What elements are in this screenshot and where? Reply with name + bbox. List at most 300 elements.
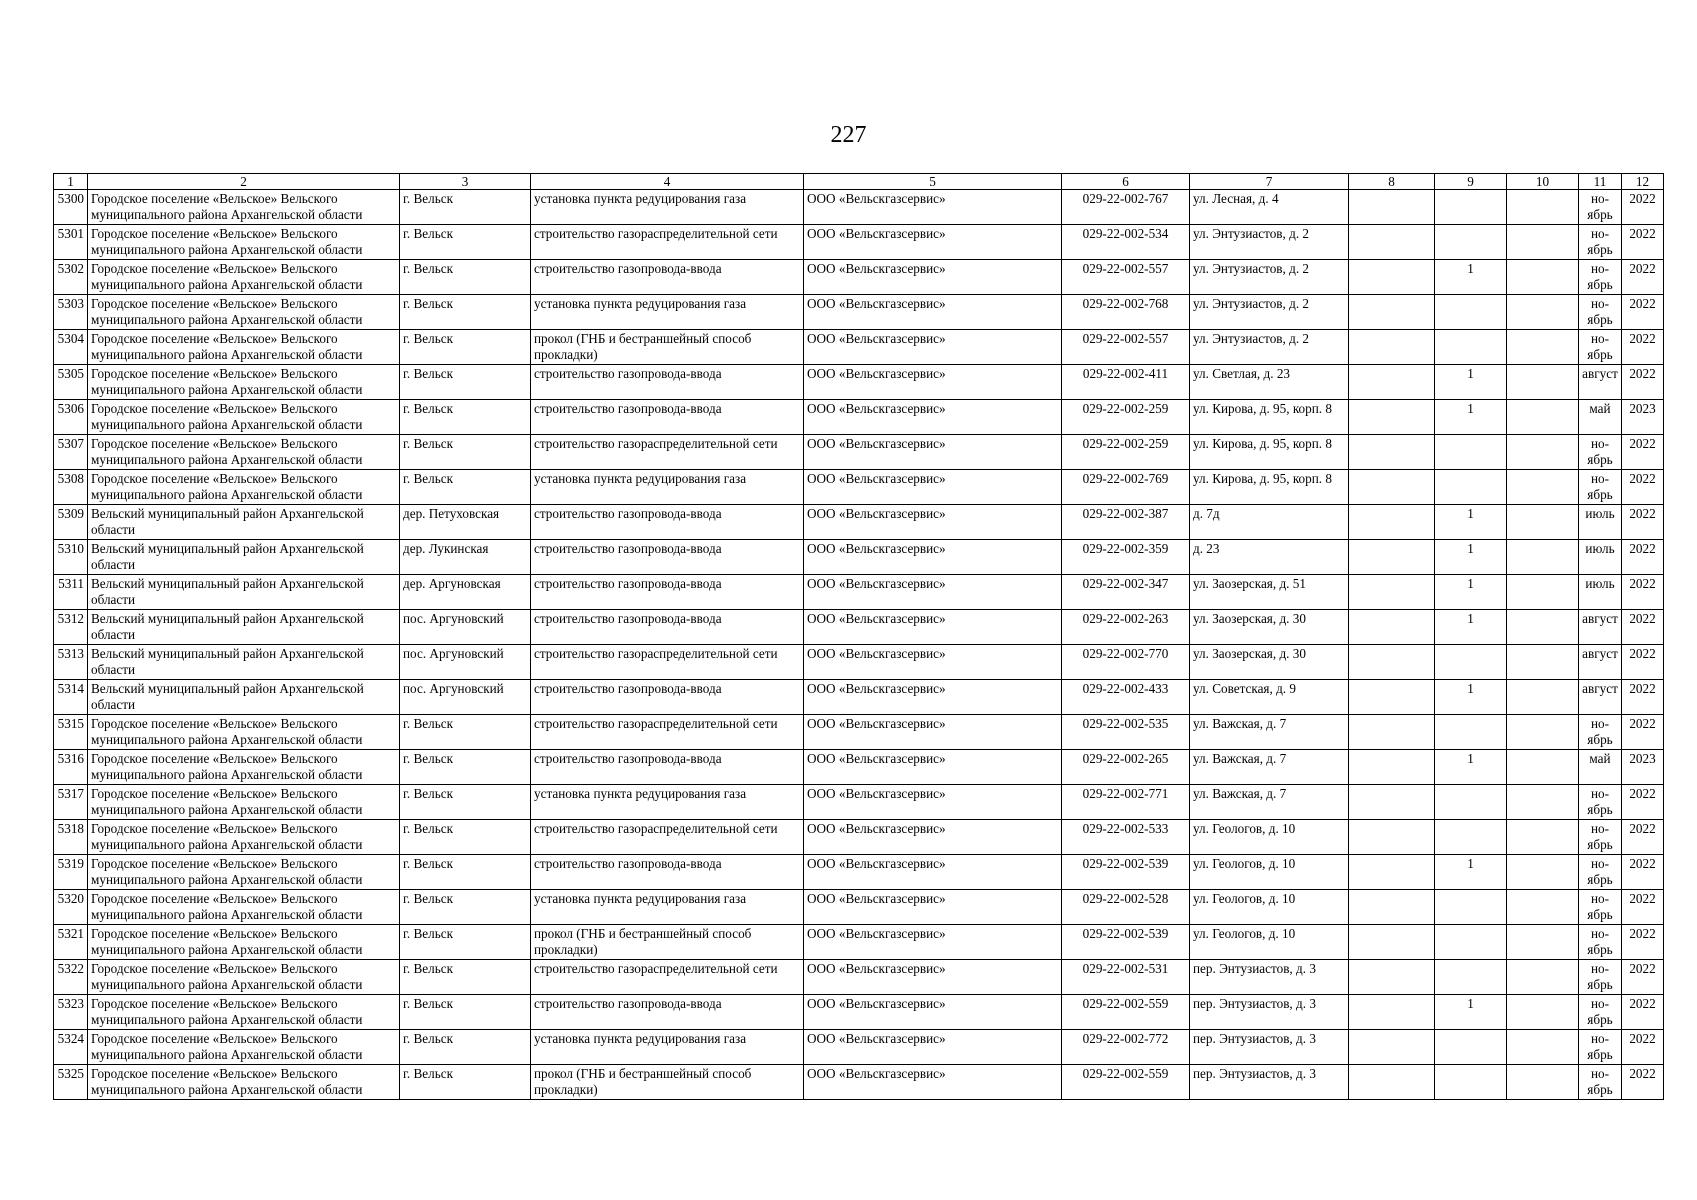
row-number-cell: 5312 [54, 610, 88, 645]
organization-cell: ООО «Вельскгазсервис» [804, 330, 1062, 365]
header-cell: 1 [54, 174, 88, 190]
month-cell: август [1579, 365, 1622, 400]
table-row [54, 190, 1664, 225]
settlement-cell: пос. Аргуновский [400, 680, 531, 715]
column-8-cell [1349, 785, 1435, 820]
header-row [54, 174, 1664, 190]
row-number-cell: 5305 [54, 365, 88, 400]
quantity-cell [1435, 715, 1507, 750]
year-cell: 2022 [1622, 260, 1664, 295]
column-8-cell [1349, 995, 1435, 1030]
address-cell: ул. Заозерская, д. 30 [1190, 610, 1349, 645]
object-code-cell: 029-22-002-531 [1062, 960, 1190, 995]
year-cell: 2022 [1622, 330, 1664, 365]
quantity-cell [1435, 785, 1507, 820]
work-type-cell: установка пункта редуцирования газа [531, 890, 804, 925]
object-code-cell: 029-22-002-533 [1062, 820, 1190, 855]
settlement-cell: г. Вельск [400, 225, 531, 260]
quantity-cell [1435, 890, 1507, 925]
year-cell: 2022 [1622, 470, 1664, 505]
year-cell: 2022 [1622, 960, 1664, 995]
column-10-cell [1507, 925, 1579, 960]
settlement-cell: г. Вельск [400, 295, 531, 330]
year-cell: 2022 [1622, 1030, 1664, 1065]
column-10-cell [1507, 190, 1579, 225]
municipality-cell: Городское поселение «Вельское» Вельского муниципального района Архангельской области [88, 750, 400, 785]
year-cell: 2022 [1622, 820, 1664, 855]
organization-cell: ООО «Вельскгазсервис» [804, 540, 1062, 575]
column-8-cell [1349, 400, 1435, 435]
settlement-cell: дер. Аргуновская [400, 575, 531, 610]
month-cell: но-ябрь [1579, 925, 1622, 960]
table-row [54, 610, 1664, 645]
row-number-cell: 5323 [54, 995, 88, 1030]
column-10-cell [1507, 330, 1579, 365]
object-code-cell: 029-22-002-768 [1062, 295, 1190, 330]
work-type-cell: установка пункта редуцирования газа [531, 190, 804, 225]
organization-cell: ООО «Вельскгазсервис» [804, 680, 1062, 715]
object-code-cell: 029-22-002-259 [1062, 400, 1190, 435]
column-8-cell [1349, 610, 1435, 645]
municipality-cell: Городское поселение «Вельское» Вельского муниципального района Архангельской области [88, 715, 400, 750]
quantity-cell [1435, 225, 1507, 260]
organization-cell: ООО «Вельскгазсервис» [804, 890, 1062, 925]
column-8-cell [1349, 960, 1435, 995]
work-type-cell: строительство газораспределительной сети [531, 225, 804, 260]
work-type-cell: установка пункта редуцирования газа [531, 1030, 804, 1065]
address-cell: ул. Энтузиастов, д. 2 [1190, 225, 1349, 260]
address-cell: ул. Геологов, д. 10 [1190, 855, 1349, 890]
address-cell: ул. Энтузиастов, д. 2 [1190, 295, 1349, 330]
header-cell: 10 [1507, 174, 1579, 190]
municipality-cell: Городское поселение «Вельское» Вельского муниципального района Архангельской области [88, 820, 400, 855]
table-row [54, 295, 1664, 330]
year-cell: 2023 [1622, 750, 1664, 785]
quantity-cell: 1 [1435, 610, 1507, 645]
column-10-cell [1507, 785, 1579, 820]
year-cell: 2022 [1622, 925, 1664, 960]
object-code-cell: 029-22-002-259 [1062, 435, 1190, 470]
column-10-cell [1507, 225, 1579, 260]
header-cell: 12 [1622, 174, 1664, 190]
municipality-cell: Городское поселение «Вельское» Вельского муниципального района Архангельской области [88, 1030, 400, 1065]
column-10-cell [1507, 260, 1579, 295]
address-cell: ул. Кирова, д. 95, корп. 8 [1190, 400, 1349, 435]
row-number-cell: 5315 [54, 715, 88, 750]
object-code-cell: 029-22-002-265 [1062, 750, 1190, 785]
quantity-cell [1435, 190, 1507, 225]
year-cell: 2023 [1622, 400, 1664, 435]
column-8-cell [1349, 820, 1435, 855]
column-8-cell [1349, 260, 1435, 295]
organization-cell: ООО «Вельскгазсервис» [804, 1030, 1062, 1065]
object-code-cell: 029-22-002-528 [1062, 890, 1190, 925]
work-type-cell: прокол (ГНБ и бестраншейный способ прокладки) [531, 1065, 804, 1100]
settlement-cell: пос. Аргуновский [400, 610, 531, 645]
settlement-cell: дер. Лукинская [400, 540, 531, 575]
address-cell: пер. Энтузиастов, д. 3 [1190, 995, 1349, 1030]
address-cell: ул. Заозерская, д. 30 [1190, 645, 1349, 680]
object-code-cell: 029-22-002-539 [1062, 855, 1190, 890]
organization-cell: ООО «Вельскгазсервис» [804, 400, 1062, 435]
table-body [54, 190, 1664, 1100]
column-10-cell [1507, 1030, 1579, 1065]
settlement-cell: г. Вельск [400, 785, 531, 820]
column-10-cell [1507, 680, 1579, 715]
month-cell: май [1579, 750, 1622, 785]
column-10-cell [1507, 1065, 1579, 1100]
row-number-cell: 5311 [54, 575, 88, 610]
row-number-cell: 5302 [54, 260, 88, 295]
address-cell: ул. Энтузиастов, д. 2 [1190, 260, 1349, 295]
work-type-cell: строительство газопровода-ввода [531, 610, 804, 645]
work-type-cell: строительство газопровода-ввода [531, 680, 804, 715]
table-row [54, 260, 1664, 295]
address-cell: ул. Кирова, д. 95, корп. 8 [1190, 470, 1349, 505]
work-type-cell: строительство газораспределительной сети [531, 820, 804, 855]
settlement-cell: пос. Аргуновский [400, 645, 531, 680]
object-code-cell: 029-22-002-769 [1062, 470, 1190, 505]
settlement-cell: г. Вельск [400, 925, 531, 960]
year-cell: 2022 [1622, 225, 1664, 260]
organization-cell: ООО «Вельскгазсервис» [804, 715, 1062, 750]
row-number-cell: 5318 [54, 820, 88, 855]
row-number-cell: 5321 [54, 925, 88, 960]
organization-cell: ООО «Вельскгазсервис» [804, 610, 1062, 645]
year-cell: 2022 [1622, 365, 1664, 400]
month-cell: но-ябрь [1579, 960, 1622, 995]
address-cell: пер. Энтузиастов, д. 3 [1190, 1030, 1349, 1065]
row-number-cell: 5317 [54, 785, 88, 820]
settlement-cell: г. Вельск [400, 365, 531, 400]
column-8-cell [1349, 1065, 1435, 1100]
work-type-cell: строительство газопровода-ввода [531, 260, 804, 295]
month-cell: август [1579, 680, 1622, 715]
quantity-cell [1435, 330, 1507, 365]
year-cell: 2022 [1622, 645, 1664, 680]
municipality-cell: Городское поселение «Вельское» Вельского муниципального района Архангельской области [88, 365, 400, 400]
table-row [54, 785, 1664, 820]
header-cell: 5 [804, 174, 1062, 190]
month-cell: но-ябрь [1579, 785, 1622, 820]
column-8-cell [1349, 330, 1435, 365]
work-type-cell: строительство газопровода-ввода [531, 365, 804, 400]
municipality-cell: Городское поселение «Вельское» Вельского муниципального района Архангельской области [88, 330, 400, 365]
object-code-cell: 029-22-002-263 [1062, 610, 1190, 645]
month-cell: но-ябрь [1579, 855, 1622, 890]
column-10-cell [1507, 505, 1579, 540]
month-cell: июль [1579, 575, 1622, 610]
address-cell: ул. Светлая, д. 23 [1190, 365, 1349, 400]
work-type-cell: строительство газопровода-ввода [531, 400, 804, 435]
header-cell: 6 [1062, 174, 1190, 190]
organization-cell: ООО «Вельскгазсервис» [804, 995, 1062, 1030]
municipality-cell: Городское поселение «Вельское» Вельского муниципального района Архангельской области [88, 890, 400, 925]
column-10-cell [1507, 470, 1579, 505]
organization-cell: ООО «Вельскгазсервис» [804, 820, 1062, 855]
municipality-cell: Вельский муниципальный район Архангельской области [88, 610, 400, 645]
table-row [54, 505, 1664, 540]
column-8-cell [1349, 680, 1435, 715]
row-number-cell: 5324 [54, 1030, 88, 1065]
year-cell: 2022 [1622, 855, 1664, 890]
table-row [54, 645, 1664, 680]
table-row [54, 1030, 1664, 1065]
row-number-cell: 5325 [54, 1065, 88, 1100]
municipality-cell: Городское поселение «Вельское» Вельского муниципального района Архангельской области [88, 190, 400, 225]
organization-cell: ООО «Вельскгазсервис» [804, 785, 1062, 820]
work-type-cell: строительство газопровода-ввода [531, 505, 804, 540]
year-cell: 2022 [1622, 890, 1664, 925]
column-8-cell [1349, 1030, 1435, 1065]
column-8-cell [1349, 575, 1435, 610]
work-type-cell: установка пункта редуцирования газа [531, 470, 804, 505]
column-10-cell [1507, 400, 1579, 435]
quantity-cell: 1 [1435, 505, 1507, 540]
address-cell: пер. Энтузиастов, д. 3 [1190, 960, 1349, 995]
municipality-cell: Городское поселение «Вельское» Вельского муниципального района Архангельской области [88, 400, 400, 435]
organization-cell: ООО «Вельскгазсервис» [804, 190, 1062, 225]
month-cell: июль [1579, 540, 1622, 575]
column-10-cell [1507, 540, 1579, 575]
column-8-cell [1349, 435, 1435, 470]
column-8-cell [1349, 645, 1435, 680]
column-8-cell [1349, 540, 1435, 575]
column-10-cell [1507, 820, 1579, 855]
quantity-cell [1435, 435, 1507, 470]
address-cell: ул. Кирова, д. 95, корп. 8 [1190, 435, 1349, 470]
work-type-cell: строительство газораспределительной сети [531, 715, 804, 750]
settlement-cell: г. Вельск [400, 1065, 531, 1100]
row-number-cell: 5313 [54, 645, 88, 680]
column-8-cell [1349, 925, 1435, 960]
settlement-cell: г. Вельск [400, 715, 531, 750]
column-10-cell [1507, 295, 1579, 330]
row-number-cell: 5310 [54, 540, 88, 575]
page-number: 227 [830, 122, 867, 148]
municipality-cell: Вельский муниципальный район Архангельской области [88, 680, 400, 715]
quantity-cell: 1 [1435, 680, 1507, 715]
organization-cell: ООО «Вельскгазсервис» [804, 925, 1062, 960]
column-10-cell [1507, 715, 1579, 750]
address-cell: пер. Энтузиастов, д. 3 [1190, 1065, 1349, 1100]
quantity-cell [1435, 1030, 1507, 1065]
object-code-cell: 029-22-002-433 [1062, 680, 1190, 715]
table-row [54, 435, 1664, 470]
organization-cell: ООО «Вельскгазсервис» [804, 1065, 1062, 1100]
month-cell: но-ябрь [1579, 995, 1622, 1030]
settlement-cell: г. Вельск [400, 820, 531, 855]
table-row [54, 925, 1664, 960]
column-8-cell [1349, 505, 1435, 540]
row-number-cell: 5316 [54, 750, 88, 785]
settlement-cell: г. Вельск [400, 470, 531, 505]
organization-cell: ООО «Вельскгазсервис» [804, 575, 1062, 610]
table-row [54, 995, 1664, 1030]
year-cell: 2022 [1622, 540, 1664, 575]
year-cell: 2022 [1622, 680, 1664, 715]
organization-cell: ООО «Вельскгазсервис» [804, 645, 1062, 680]
quantity-cell: 1 [1435, 540, 1507, 575]
month-cell: но-ябрь [1579, 820, 1622, 855]
quantity-cell [1435, 645, 1507, 680]
settlement-cell: г. Вельск [400, 995, 531, 1030]
municipality-cell: Городское поселение «Вельское» Вельского муниципального района Архангельской области [88, 470, 400, 505]
work-type-cell: строительство газораспределительной сети [531, 645, 804, 680]
municipality-cell: Вельский муниципальный район Архангельской области [88, 575, 400, 610]
column-8-cell [1349, 470, 1435, 505]
month-cell: но-ябрь [1579, 295, 1622, 330]
object-code-cell: 029-22-002-559 [1062, 1065, 1190, 1100]
organization-cell: ООО «Вельскгазсервис» [804, 225, 1062, 260]
column-8-cell [1349, 190, 1435, 225]
address-cell: ул. Важская, д. 7 [1190, 715, 1349, 750]
work-type-cell: установка пункта редуцирования газа [531, 295, 804, 330]
column-10-cell [1507, 435, 1579, 470]
column-8-cell [1349, 855, 1435, 890]
column-10-cell [1507, 960, 1579, 995]
object-code-cell: 029-22-002-359 [1062, 540, 1190, 575]
month-cell: но-ябрь [1579, 190, 1622, 225]
organization-cell: ООО «Вельскгазсервис» [804, 505, 1062, 540]
month-cell: май [1579, 400, 1622, 435]
header-cell: 8 [1349, 174, 1435, 190]
address-cell: ул. Геологов, д. 10 [1190, 925, 1349, 960]
organization-cell: ООО «Вельскгазсервис» [804, 750, 1062, 785]
column-8-cell [1349, 750, 1435, 785]
year-cell: 2022 [1622, 575, 1664, 610]
work-type-cell: строительство газопровода-ввода [531, 855, 804, 890]
municipality-cell: Городское поселение «Вельское» Вельского муниципального района Архангельской области [88, 225, 400, 260]
header-cell: 3 [400, 174, 531, 190]
column-10-cell [1507, 365, 1579, 400]
work-type-cell: строительство газопровода-ввода [531, 995, 804, 1030]
month-cell: но-ябрь [1579, 890, 1622, 925]
table-row [54, 330, 1664, 365]
work-type-cell: прокол (ГНБ и бестраншейный способ прокладки) [531, 330, 804, 365]
municipality-cell: Городское поселение «Вельское» Вельского муниципального района Архангельской области [88, 995, 400, 1030]
table-row [54, 540, 1664, 575]
table-row [54, 575, 1664, 610]
table-row [54, 820, 1664, 855]
month-cell: но-ябрь [1579, 470, 1622, 505]
municipality-cell: Городское поселение «Вельское» Вельского муниципального района Архангельской области [88, 925, 400, 960]
address-cell: ул. Важская, д. 7 [1190, 750, 1349, 785]
row-number-cell: 5320 [54, 890, 88, 925]
work-type-cell: строительство газопровода-ввода [531, 750, 804, 785]
settlement-cell: г. Вельск [400, 890, 531, 925]
table-row [54, 960, 1664, 995]
settlement-cell: г. Вельск [400, 400, 531, 435]
year-cell: 2022 [1622, 715, 1664, 750]
object-code-cell: 029-22-002-539 [1062, 925, 1190, 960]
table-row [54, 890, 1664, 925]
table-row [54, 225, 1664, 260]
row-number-cell: 5307 [54, 435, 88, 470]
quantity-cell: 1 [1435, 365, 1507, 400]
column-10-cell [1507, 995, 1579, 1030]
address-cell: ул. Заозерская, д. 51 [1190, 575, 1349, 610]
organization-cell: ООО «Вельскгазсервис» [804, 365, 1062, 400]
quantity-cell [1435, 925, 1507, 960]
row-number-cell: 5308 [54, 470, 88, 505]
month-cell: но-ябрь [1579, 715, 1622, 750]
table-row [54, 400, 1664, 435]
address-cell: ул. Энтузиастов, д. 2 [1190, 330, 1349, 365]
object-code-cell: 029-22-002-559 [1062, 995, 1190, 1030]
month-cell: но-ябрь [1579, 1065, 1622, 1100]
row-number-cell: 5322 [54, 960, 88, 995]
quantity-cell: 1 [1435, 750, 1507, 785]
quantity-cell [1435, 1065, 1507, 1100]
municipality-cell: Вельский муниципальный район Архангельской области [88, 540, 400, 575]
quantity-cell: 1 [1435, 995, 1507, 1030]
municipality-cell: Городское поселение «Вельское» Вельского муниципального района Архангельской области [88, 785, 400, 820]
quantity-cell [1435, 470, 1507, 505]
organization-cell: ООО «Вельскгазсервис» [804, 470, 1062, 505]
table-row [54, 365, 1664, 400]
settlement-cell: г. Вельск [400, 750, 531, 785]
year-cell: 2022 [1622, 785, 1664, 820]
quantity-cell [1435, 820, 1507, 855]
work-type-cell: строительство газопровода-ввода [531, 575, 804, 610]
settlement-cell: г. Вельск [400, 855, 531, 890]
column-10-cell [1507, 610, 1579, 645]
year-cell: 2022 [1622, 995, 1664, 1030]
year-cell: 2022 [1622, 1065, 1664, 1100]
object-code-cell: 029-22-002-767 [1062, 190, 1190, 225]
municipality-cell: Городское поселение «Вельское» Вельского муниципального района Архангельской области [88, 295, 400, 330]
row-number-cell: 5304 [54, 330, 88, 365]
settlement-cell: г. Вельск [400, 1030, 531, 1065]
row-number-cell: 5314 [54, 680, 88, 715]
object-code-cell: 029-22-002-411 [1062, 365, 1190, 400]
work-type-cell: строительство газораспределительной сети [531, 960, 804, 995]
column-8-cell [1349, 365, 1435, 400]
row-number-cell: 5309 [54, 505, 88, 540]
column-8-cell [1349, 890, 1435, 925]
work-type-cell: прокол (ГНБ и бестраншейный способ прокладки) [531, 925, 804, 960]
registry-table [53, 173, 1664, 1100]
object-code-cell: 029-22-002-347 [1062, 575, 1190, 610]
organization-cell: ООО «Вельскгазсервис» [804, 435, 1062, 470]
year-cell: 2022 [1622, 610, 1664, 645]
month-cell: август [1579, 610, 1622, 645]
organization-cell: ООО «Вельскгазсервис» [804, 960, 1062, 995]
column-10-cell [1507, 575, 1579, 610]
quantity-cell [1435, 295, 1507, 330]
municipality-cell: Городское поселение «Вельское» Вельского муниципального района Архангельской области [88, 960, 400, 995]
object-code-cell: 029-22-002-535 [1062, 715, 1190, 750]
quantity-cell: 1 [1435, 260, 1507, 295]
municipality-cell: Вельский муниципальный район Архангельской области [88, 505, 400, 540]
column-8-cell [1349, 295, 1435, 330]
table-row [54, 470, 1664, 505]
year-cell: 2022 [1622, 505, 1664, 540]
settlement-cell: г. Вельск [400, 435, 531, 470]
month-cell: август [1579, 645, 1622, 680]
month-cell: но-ябрь [1579, 260, 1622, 295]
settlement-cell: г. Вельск [400, 190, 531, 225]
municipality-cell: Вельский муниципальный район Архангельской области [88, 645, 400, 680]
work-type-cell: установка пункта редуцирования газа [531, 785, 804, 820]
address-cell: д. 23 [1190, 540, 1349, 575]
column-10-cell [1507, 890, 1579, 925]
table-row [54, 855, 1664, 890]
settlement-cell: дер. Петуховская [400, 505, 531, 540]
municipality-cell: Городское поселение «Вельское» Вельского муниципального района Архангельской области [88, 260, 400, 295]
organization-cell: ООО «Вельскгазсервис» [804, 295, 1062, 330]
